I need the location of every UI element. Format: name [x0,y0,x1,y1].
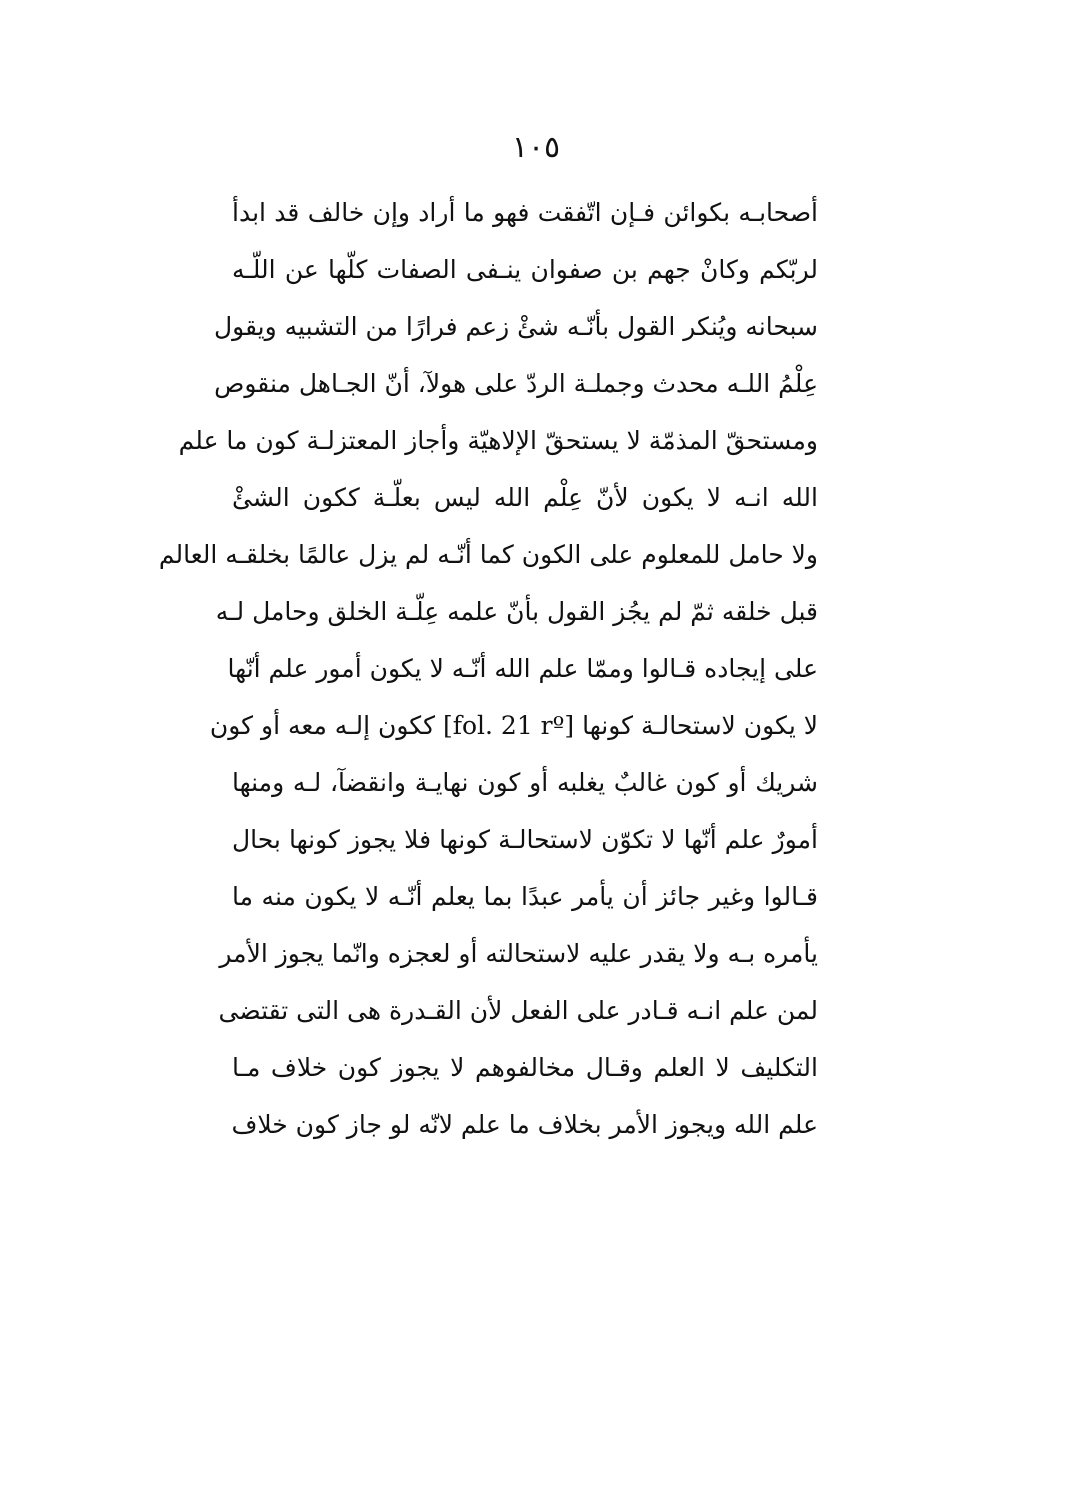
text-line: على إيجاده قـالوا وممّا علم الله أنّـه لا يكون أمور علم أنّها [227,654,818,683]
text-line: يأمره بـه ولا يقدر عليه لاستحالته أو لعجزه وانّما يجوز الأمر [219,939,818,968]
body-text [158,184,818,1153]
text-line: ولا حامل للمعلوم على الكون كما أنّـه لم يزل عالمًا بخلقـه العالم [158,540,818,569]
page-number: ١٠٥ [511,130,561,165]
text-line: ومستحقّ المذمّة لا يستحقّ الإلاهيّة وأجاز المعتزلـة كون ما علم [178,426,818,455]
text-line: أمورٌ علم أنّها لا تكوّن لاستحالـة كونها فلا يجوز كونها بحال [232,825,818,854]
text-line: شريك أو كون غالبٌ يغلبه أو كون نهايـة وانقضآ، لـه ومنها [232,768,818,797]
text-line: علم الله ويجوز الأمر بخلاف ما علم لانّه لو جاز كون خلاف [231,1110,818,1139]
text-line: عِلْمُ اللـه محدث وجملـة الردّ على هولآ، أنّ الجـاهل منقوص [214,369,818,398]
text-line: الله انـه لا يكون لأنّ عِلْم الله ليس بعلّـة ككون الشئْ [232,483,818,512]
text-line: لمن علم انـه قـادر على الفعل لأن القـدرة هى التى تقتضى [218,996,818,1025]
text-line: قبل خلقه ثمّ لم يجُز القول بأنّ علمه عِلّـة الخلق وحامل لـه [215,597,818,626]
text-line: التكليف لا العلم وقـال مخالفوهم لا يجوز كون خلاف مـا [232,1053,818,1082]
text-line: لا يكون لاستحالـة كونها [fol. 21 rº] ككون إلـه معه أو كون [209,711,818,740]
text-line: قـالوا وغير جائز أن يأمر عبدًا بما يعلم أنّـه لا يكون منه ما [232,882,818,911]
text-line: سبحانه ويُنكر القول بأنّـه شئْ زعم فرارًا من التشبيه ويقول [213,312,818,341]
text-line: أصحابـه بكوائن فـإن اتّفقت فهو ما أراد وإن خالف قد ابدأ [232,198,818,227]
text-line: لربّكم وكانْ جهم بن صفوان ينـفى الصفات كلّها عن اللّـه [232,255,818,284]
